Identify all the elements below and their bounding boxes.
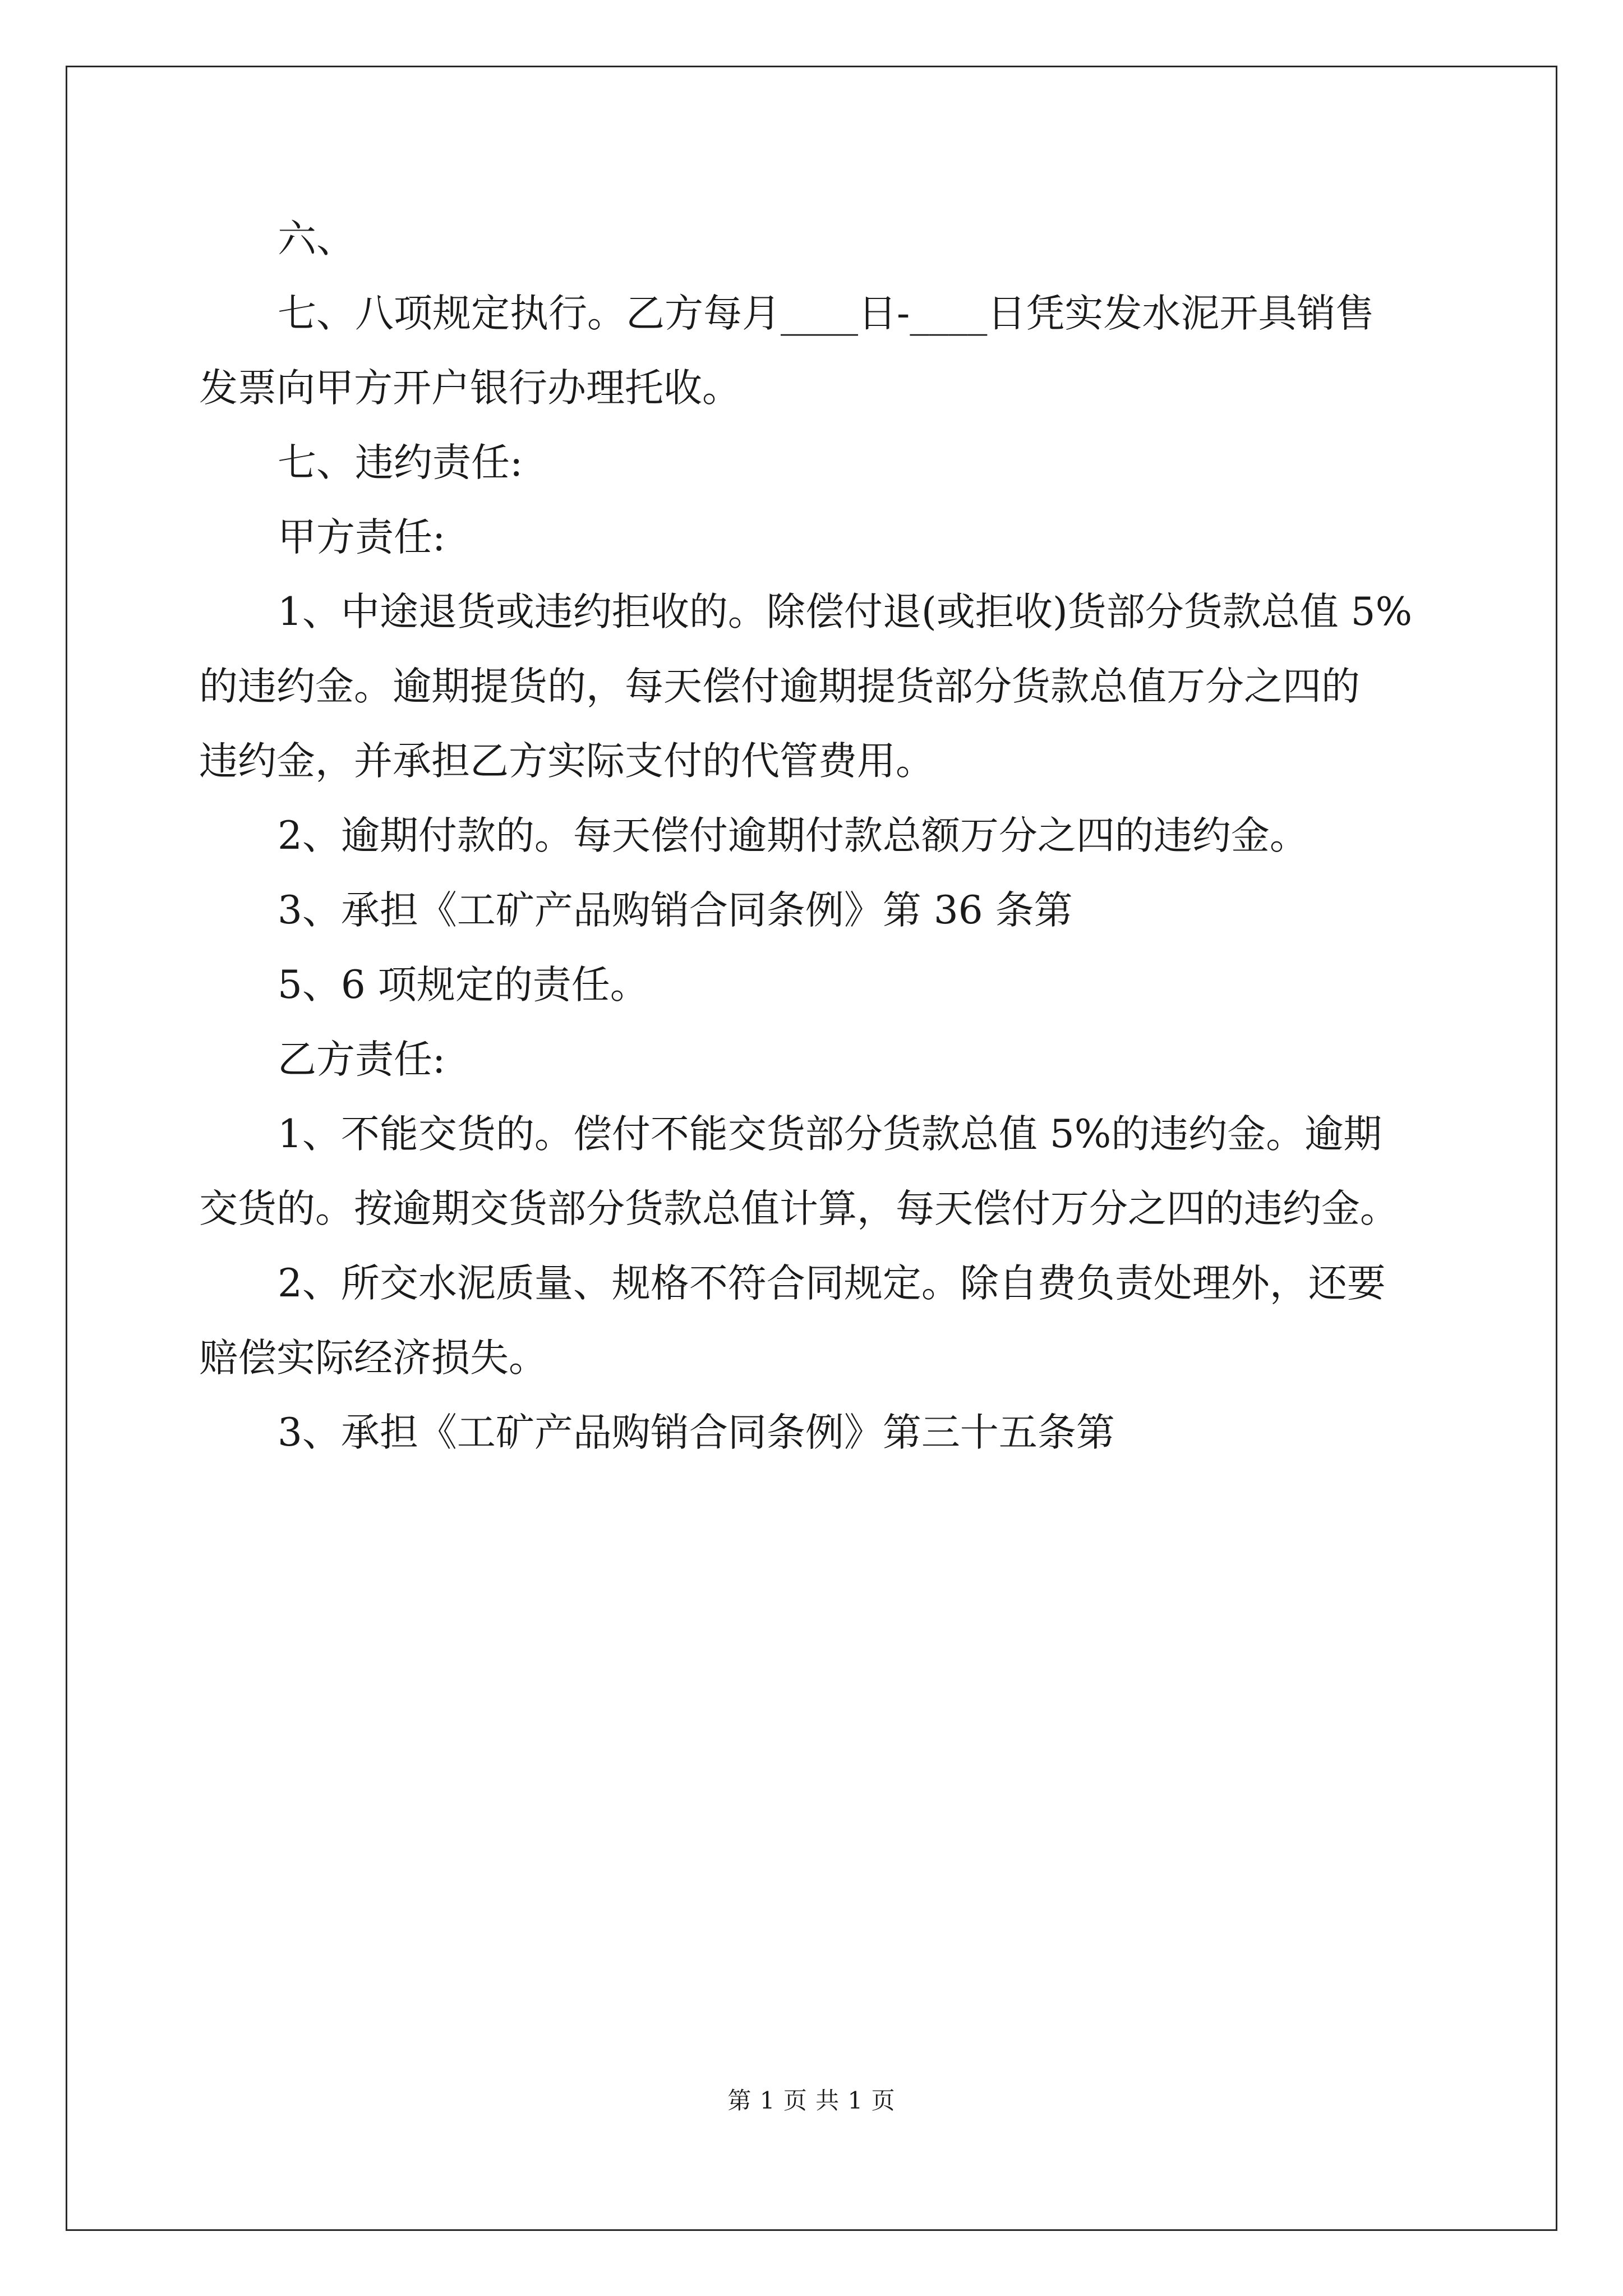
paragraph: 交货的。按逾期交货部分货款总值计算，每天偿付万分之四的违约金。 [199, 1186, 1399, 1231]
subsection-heading: 甲方责任: [278, 515, 446, 560]
paragraph: 2、逾期付款的。每天偿付逾期付款总额万分之四的违约金。 [278, 813, 1308, 858]
paragraph: 5、6 项规定的责任。 [278, 963, 649, 1007]
paragraph: 赔偿实际经济损失。 [199, 1336, 547, 1381]
paragraph: 3、承担《工矿产品购销合同条例》第三十五条第 [278, 1410, 1115, 1455]
paragraph: 2、所交水泥质量、规格不符合同规定。除自费负责处理外，还要 [278, 1261, 1386, 1306]
paragraph: 1、中途退货或违约拒收的。除偿付退(或拒收)货部分货款总值 5% [278, 590, 1413, 634]
paragraph: 违约金，并承担乙方实际支付的代管费用。 [199, 739, 934, 784]
paragraph: 七、八项规定执行。乙方每月____日-____日凭实发水泥开具销售 [278, 291, 1375, 336]
subsection-heading: 乙方责任: [278, 1037, 446, 1082]
document-body [199, 202, 1422, 1470]
paragraph: 1、不能交货的。偿付不能交货部分货款总值 5%的违约金。逾期 [278, 1112, 1382, 1157]
paragraph: 发票向甲方开户银行办理托收。 [199, 366, 741, 411]
paragraph: 六、 [278, 217, 355, 261]
paragraph: 3、承担《工矿产品购销合同条例》第 36 条第 [278, 888, 1073, 933]
page-footer: 第 1 页 共 1 页 [727, 2087, 896, 2114]
paragraph: 的违约金。逾期提货的，每天偿付逾期提货部分货款总值万分之四的 [199, 664, 1360, 709]
section-heading: 七、违约责任: [278, 440, 523, 485]
